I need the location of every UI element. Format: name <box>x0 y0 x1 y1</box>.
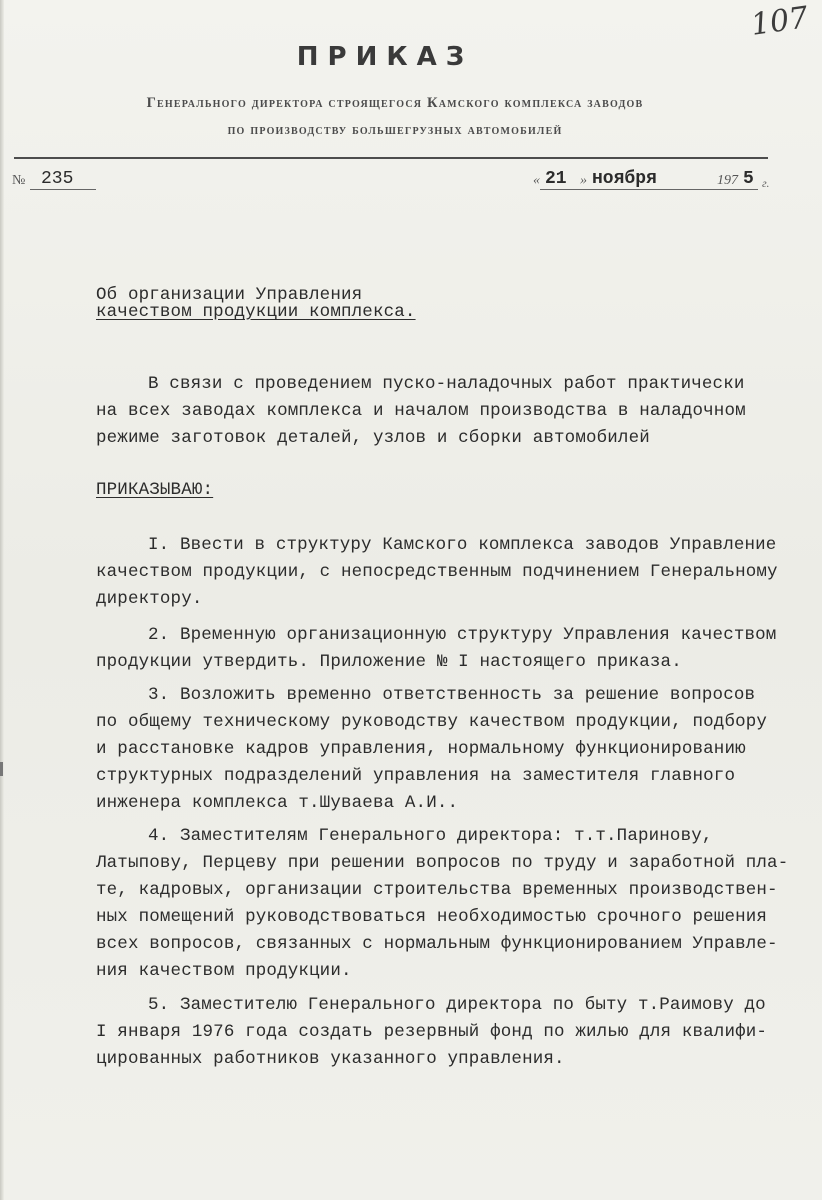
order-number: 235 <box>41 169 74 189</box>
page-edge-shadow <box>0 0 4 1200</box>
date-month: ноября <box>592 169 657 189</box>
order-word: ПРИКАЗЫВАЮ: <box>96 480 214 500</box>
header-rule <box>14 157 768 159</box>
preamble-line: режиме заготовок деталей, узлов и сборки автомобилей <box>96 428 650 448</box>
item-1-line: I. Ввести в структуру Камского комплекса заводов Управление <box>148 535 777 555</box>
item-5-line: 5. Заместителю Генерального директора по быту т.Раимову до <box>148 995 766 1015</box>
item-3-line: инженера комплекса т.Шуваева А.И.. <box>96 793 459 813</box>
item-2-line: продукции утвердить. Приложение № I настоящего приказа. <box>96 652 682 672</box>
date-open-quote: « <box>533 173 540 188</box>
subject-line-1: Об организации Управления <box>96 285 363 305</box>
item-5-line: цированных работников указанного управления. <box>96 1049 565 1069</box>
date-year-prefix: 197 <box>717 173 738 188</box>
item-5-line: I января 1976 года создать резервный фонд по жилью для квалифи- <box>96 1022 768 1042</box>
preamble-line: В связи с проведением пуско-наладочных работ практически <box>148 374 745 394</box>
subject-line-2: качеством продукции комплекса. <box>96 302 416 322</box>
item-3-line: по общему техническому руководству качеством продукции, подбору <box>96 712 768 732</box>
document-title: ПРИКАЗ <box>296 42 474 72</box>
item-4-line: те, кадровых, организации строительства временных производствен- <box>96 880 778 900</box>
item-3-line: и расстановке кадров управления, нормальному функционированию <box>96 739 746 759</box>
date-year-suffix: г. <box>762 176 770 190</box>
item-4-line: 4. Заместителям Генерального директора: т.т.Паринову, <box>148 826 713 846</box>
archive-number: 107 <box>748 0 811 43</box>
date-day: 21 <box>545 169 567 189</box>
margin-mark <box>0 762 3 776</box>
item-3-line: структурных подразделений управления на заместителя главного <box>96 766 736 786</box>
item-4-line: ния качеством продукции. <box>96 961 352 981</box>
order-number-underline <box>30 189 96 190</box>
item-4-line: Латыпову, Перцеву при решении вопросов по труду и заработной пла- <box>96 853 789 873</box>
date-underline <box>540 189 758 190</box>
item-1-line: директору. <box>96 589 203 609</box>
item-1-line: качеством продукции, с непосредственным подчинением Генеральному <box>96 562 778 582</box>
item-2-line: 2. Временную организационную структуру Управления качеством <box>148 625 777 645</box>
item-3-line: 3. Возложить временно ответственность за решение вопросов <box>148 685 756 705</box>
item-4-line: ных помещений руководствоваться необходимостью срочного решения <box>96 907 768 927</box>
date-close-quote: » <box>580 173 587 188</box>
preamble-line: на всех заводах комплекса и началом производства в наладочном <box>96 401 746 421</box>
issuer-line-1: Генерального директора строящегося Камского комплекса заводов <box>146 95 644 111</box>
date-year-digit: 5 <box>743 169 754 189</box>
item-4-line: всех вопросов, связанных с нормальным функционированием Управле- <box>96 934 778 954</box>
order-number-label: № <box>12 173 26 188</box>
issuer-line-2: по производству большегрузных автомобилей <box>227 122 563 138</box>
